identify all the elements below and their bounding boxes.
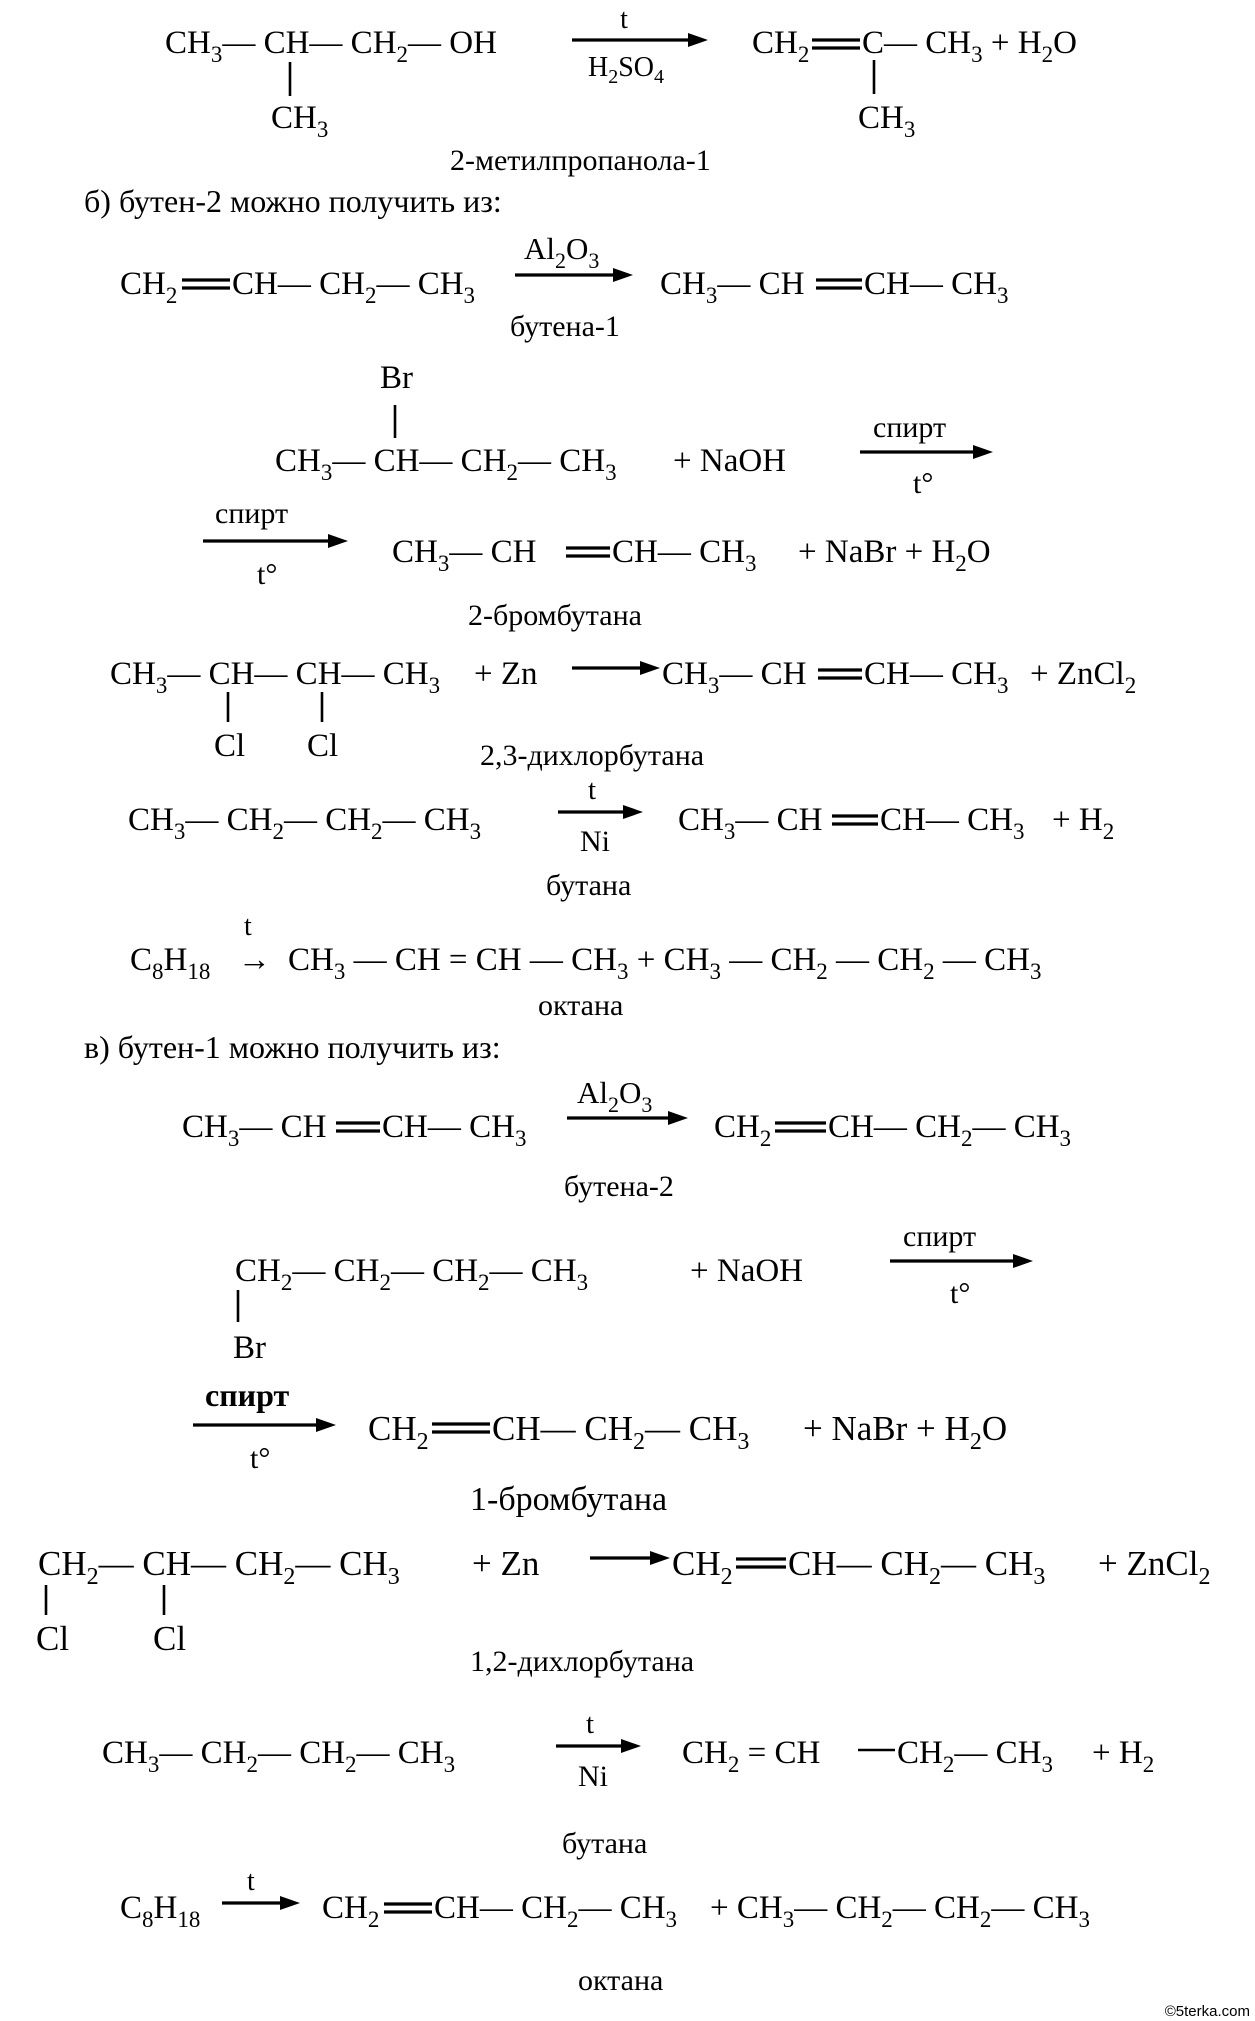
svg-text:CH3— CH— CH— CH3: $CH_3—$ CH— CH— $CH_3$ [110, 656, 441, 698]
svg-text:CH3— CH2— CH2— CH3: $CH_3—$ $CH_2—$ $CH_2—$ $CH_3$ [102, 1735, 456, 1777]
svg-text:+ NaOH: + NaOH [673, 443, 787, 479]
svg-text:CH2: $CH_2$ [714, 1109, 772, 1151]
equation-c5 [120, 1866, 1090, 1997]
equation-c3 [36, 1544, 1210, 1678]
svg-text:C8H18: $C_8H_{18}$ [130, 942, 211, 984]
svg-text:CH— CH3: CH— $CH_3$ [864, 266, 1009, 308]
caption: 2,3-дихлорбутана [480, 739, 705, 772]
svg-text:Ni: Ni [580, 825, 610, 858]
svg-text:CH3— CH2— CH2— CH3: $CH_3—$ $CH_2—$ $CH_2—$ $CH_3$ [128, 802, 482, 844]
svg-text:Cl: Cl [36, 1619, 70, 1658]
svg-text:t°: t° [250, 1442, 271, 1475]
svg-text:CH2: $CH_2$ [752, 25, 810, 67]
svg-text:CH2: $CH_2$ [672, 1544, 733, 1590]
equation-b1 [120, 231, 1008, 343]
caption: бутена-2 [564, 1170, 674, 1203]
svg-text:CH3— CH: $CH_3—$ CH [392, 534, 537, 576]
svg-text:Al2O3: $Al_2O_3$ [524, 231, 600, 273]
svg-text:CH3: $CH_3$ [271, 100, 329, 142]
svg-text:CH— CH3: CH— $CH_3$ [612, 534, 757, 576]
svg-text:CH2— CH2— CH2— CH3: $CH_2—$ $CH_2—$ $CH_2—$ $CH_3$ [235, 1253, 589, 1295]
svg-text:спирт: спирт [215, 497, 289, 530]
svg-text:→: → [238, 942, 271, 978]
svg-text:Ni: Ni [578, 1760, 608, 1793]
svg-text:CH— CH2— CH3: CH— $CH_2—$ $CH_3$ [828, 1109, 1072, 1151]
svg-text:спирт: спирт [903, 1220, 977, 1253]
svg-text:+ ZnCl2: + ZnCl$_2$ [1030, 656, 1137, 698]
svg-text:CH2: $CH_2$ [368, 1409, 429, 1455]
svg-text:t°: t° [950, 1277, 971, 1310]
equation-b3 [110, 656, 1136, 772]
section-heading: б) бутен-2 можно получить из: [84, 183, 502, 219]
arrow-label-top: t [620, 4, 628, 35]
svg-text:+ NaOH: + NaOH [690, 1253, 804, 1289]
svg-text:H2SO4: $H_2SO_4$ [588, 52, 665, 88]
svg-text:спирт: спирт [873, 411, 947, 444]
equation-c4 [102, 1708, 1154, 1860]
caption: 1-бромбутана [470, 1481, 668, 1518]
caption: октана [578, 1964, 664, 1997]
svg-text:Cl: Cl [214, 728, 246, 764]
svg-text:t°: t° [257, 558, 278, 591]
equation-c1 [182, 1075, 1071, 1203]
svg-text:CH3— CH— CH2— OH: $CH_3—$ CH— $CH_2—$ OH [165, 25, 497, 67]
svg-text:Br: Br [233, 1330, 266, 1366]
svg-text:CH3— CH: $CH_3—$ CH [182, 1109, 327, 1151]
svg-text:CH— CH2— CH3: CH— $CH_2—$ $CH_3$ [492, 1409, 750, 1455]
svg-text:CH— CH3: CH— $CH_3$ [864, 656, 1009, 698]
caption: бутана [546, 869, 632, 902]
svg-text:CH3 — CH = CH — CH3 + CH3 — CH: $CH_3$ — CH = CH — $CH_3 + CH_3$ — $CH_2$ — $CH_2$ — $CH_3$ [288, 942, 1042, 984]
caption: 1,2-дихлорбутана [470, 1645, 695, 1678]
svg-text:+ H2: + $H_2$ [1052, 802, 1115, 844]
svg-text:+ ZnCl2: + ZnCl$_2$ [1098, 1544, 1211, 1590]
svg-text:CH— CH3: CH— $CH_3$ [880, 802, 1025, 844]
svg-text:+ Zn: + Zn [474, 656, 538, 692]
caption: 2-метилпропанола-1 [450, 144, 711, 177]
equation-a1 [165, 4, 1077, 177]
svg-text:t: t [588, 774, 597, 806]
svg-text:+ NaBr + H2O: + NaBr + $H_2O$ [798, 534, 991, 576]
svg-text:CH3— CH— CH2— CH3: $CH_3—$ CH— $CH_2—$ $CH_3$ [275, 443, 617, 485]
svg-text:CH— CH2— CH3: CH— $CH_2—$ $CH_3$ [434, 1890, 678, 1932]
equation-b2 [203, 360, 993, 632]
svg-text:CH2— CH3: $CH_2—$ $CH_3$ [897, 1735, 1053, 1777]
svg-text:CH3— CH: $CH_3—$ CH [660, 266, 805, 308]
svg-text:CH2 = CH: $CH_2$ = CH [682, 1735, 821, 1777]
svg-text:CH— CH3: CH— $CH_3$ [382, 1109, 527, 1151]
svg-text:+ CH3— CH2— CH2— CH3: + $CH_3—$ $CH_2—$ $CH_2—$ $CH_3$ [710, 1890, 1090, 1932]
watermark: ©5terka.com [1164, 2003, 1250, 2020]
svg-text:C8H18: $C_8H_{18}$ [120, 1890, 201, 1932]
svg-text:t: t [247, 1866, 255, 1897]
svg-text:CH2— CH— CH2— CH3: $CH_2—$ CH— $CH_2—$ $CH_3$ [38, 1544, 400, 1590]
svg-text:спирт: спирт [205, 1377, 290, 1413]
svg-text:+ H2: + $H_2$ [1092, 1735, 1155, 1777]
svg-text:CH3— CH: $CH_3—$ CH [662, 656, 807, 698]
svg-text:t°: t° [913, 467, 934, 500]
svg-text:Cl: Cl [307, 728, 339, 764]
svg-text:C— CH3 + H2O: C— $CH_3 + H_2O$ [862, 25, 1077, 67]
svg-text:+ Zn: + Zn [472, 1544, 540, 1583]
caption: 2-бромбутана [468, 599, 642, 632]
equation-b5 [130, 911, 1041, 1022]
caption: бутена-1 [510, 310, 620, 343]
svg-text:CH3— CH: $CH_3—$ CH [678, 802, 823, 844]
equation-b4 [128, 774, 1114, 902]
svg-text:t: t [586, 1708, 595, 1740]
svg-text:t: t [244, 911, 252, 942]
svg-text:CH3: $CH_3$ [858, 100, 916, 142]
caption: октана [538, 989, 624, 1022]
svg-text:Br: Br [380, 360, 413, 396]
caption: бутана [562, 1827, 648, 1860]
svg-text:Al2O3: $Al_2O_3$ [577, 1075, 653, 1117]
svg-text:Cl: Cl [153, 1619, 187, 1658]
svg-text:+ NaBr + H2O: + NaBr + $H_2O$ [803, 1409, 1008, 1455]
svg-text:CH— CH2— CH3: CH— $CH_2—$ $CH_3$ [232, 266, 476, 308]
section-heading: в) бутен-1 можно получить из: [84, 1029, 501, 1065]
equation-c2 [193, 1220, 1033, 1518]
svg-text:CH— CH2— CH3: CH— $CH_2—$ $CH_3$ [788, 1544, 1046, 1590]
svg-text:CH2: $CH_2$ [120, 266, 178, 308]
svg-text:CH2: $CH_2$ [322, 1890, 380, 1932]
